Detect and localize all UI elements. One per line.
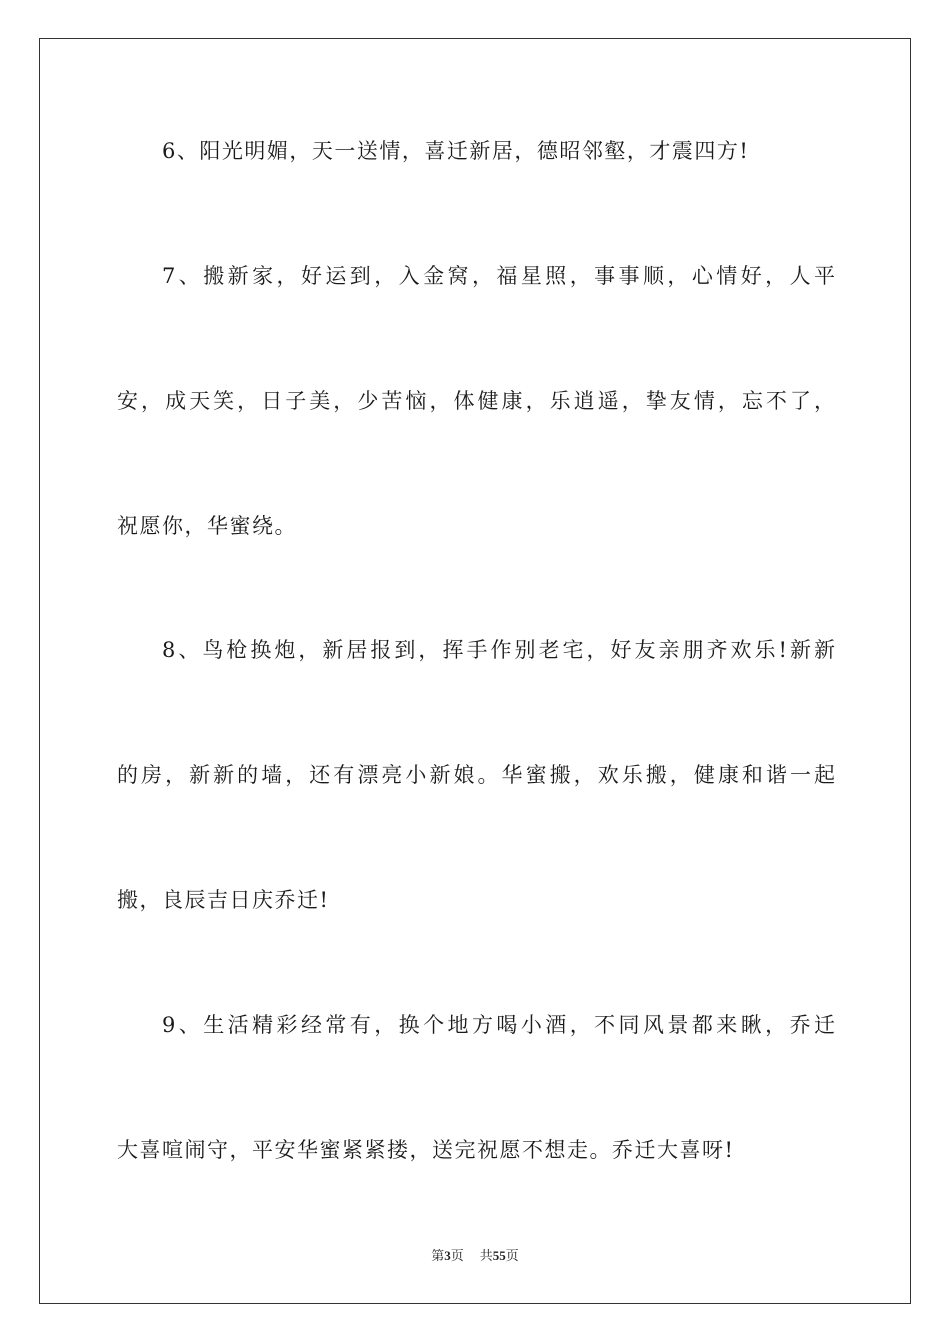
paragraph-9-line-1: 9、生活精彩经常有，换个地方喝小酒，不同风景都来瞅，乔迁 — [162, 1013, 835, 1037]
paragraph-6-line-1: 6、阳光明媚，天一送情，喜迁新居，德昭邻壑，才震四方! — [162, 139, 750, 163]
total-suffix: 页 — [505, 1249, 519, 1264]
page-footer — [0, 1247, 950, 1266]
page-current: 3 — [444, 1248, 451, 1263]
paragraph-7-line-1: 7、搬新家，好运到，入金窝，福星照，事事顺，心情好，人平 — [162, 264, 835, 288]
paragraph-8-line-1: 8、鸟枪换炮，新居报到，挥手作别老宅，好友亲朋齐欢乐!新新 — [162, 638, 835, 662]
paragraph-8-line-2: 的房，新新的墙，还有漂亮小新娘。华蜜搬，欢乐搬，健康和谐一起 — [117, 763, 835, 787]
paragraph-9-line-2: 大喜喧闹守，平安华蜜紧紧搂，送完祝愿不想走。乔迁大喜呀! — [117, 1138, 735, 1162]
total-prefix: 共 — [479, 1249, 493, 1264]
paragraph-8-line-3: 搬，良辰吉日庆乔迁! — [117, 888, 330, 912]
page-total: 55 — [492, 1248, 506, 1263]
page-suffix: 页 — [450, 1249, 464, 1264]
paragraph-7-line-3: 祝愿你，华蜜绕。 — [117, 514, 297, 538]
page-border — [39, 38, 911, 1304]
paragraph-7-line-2: 安，成天笑，日子美，少苦恼，体健康，乐逍遥，挚友情，忘不了， — [117, 389, 835, 413]
page-prefix: 第 — [431, 1249, 445, 1264]
